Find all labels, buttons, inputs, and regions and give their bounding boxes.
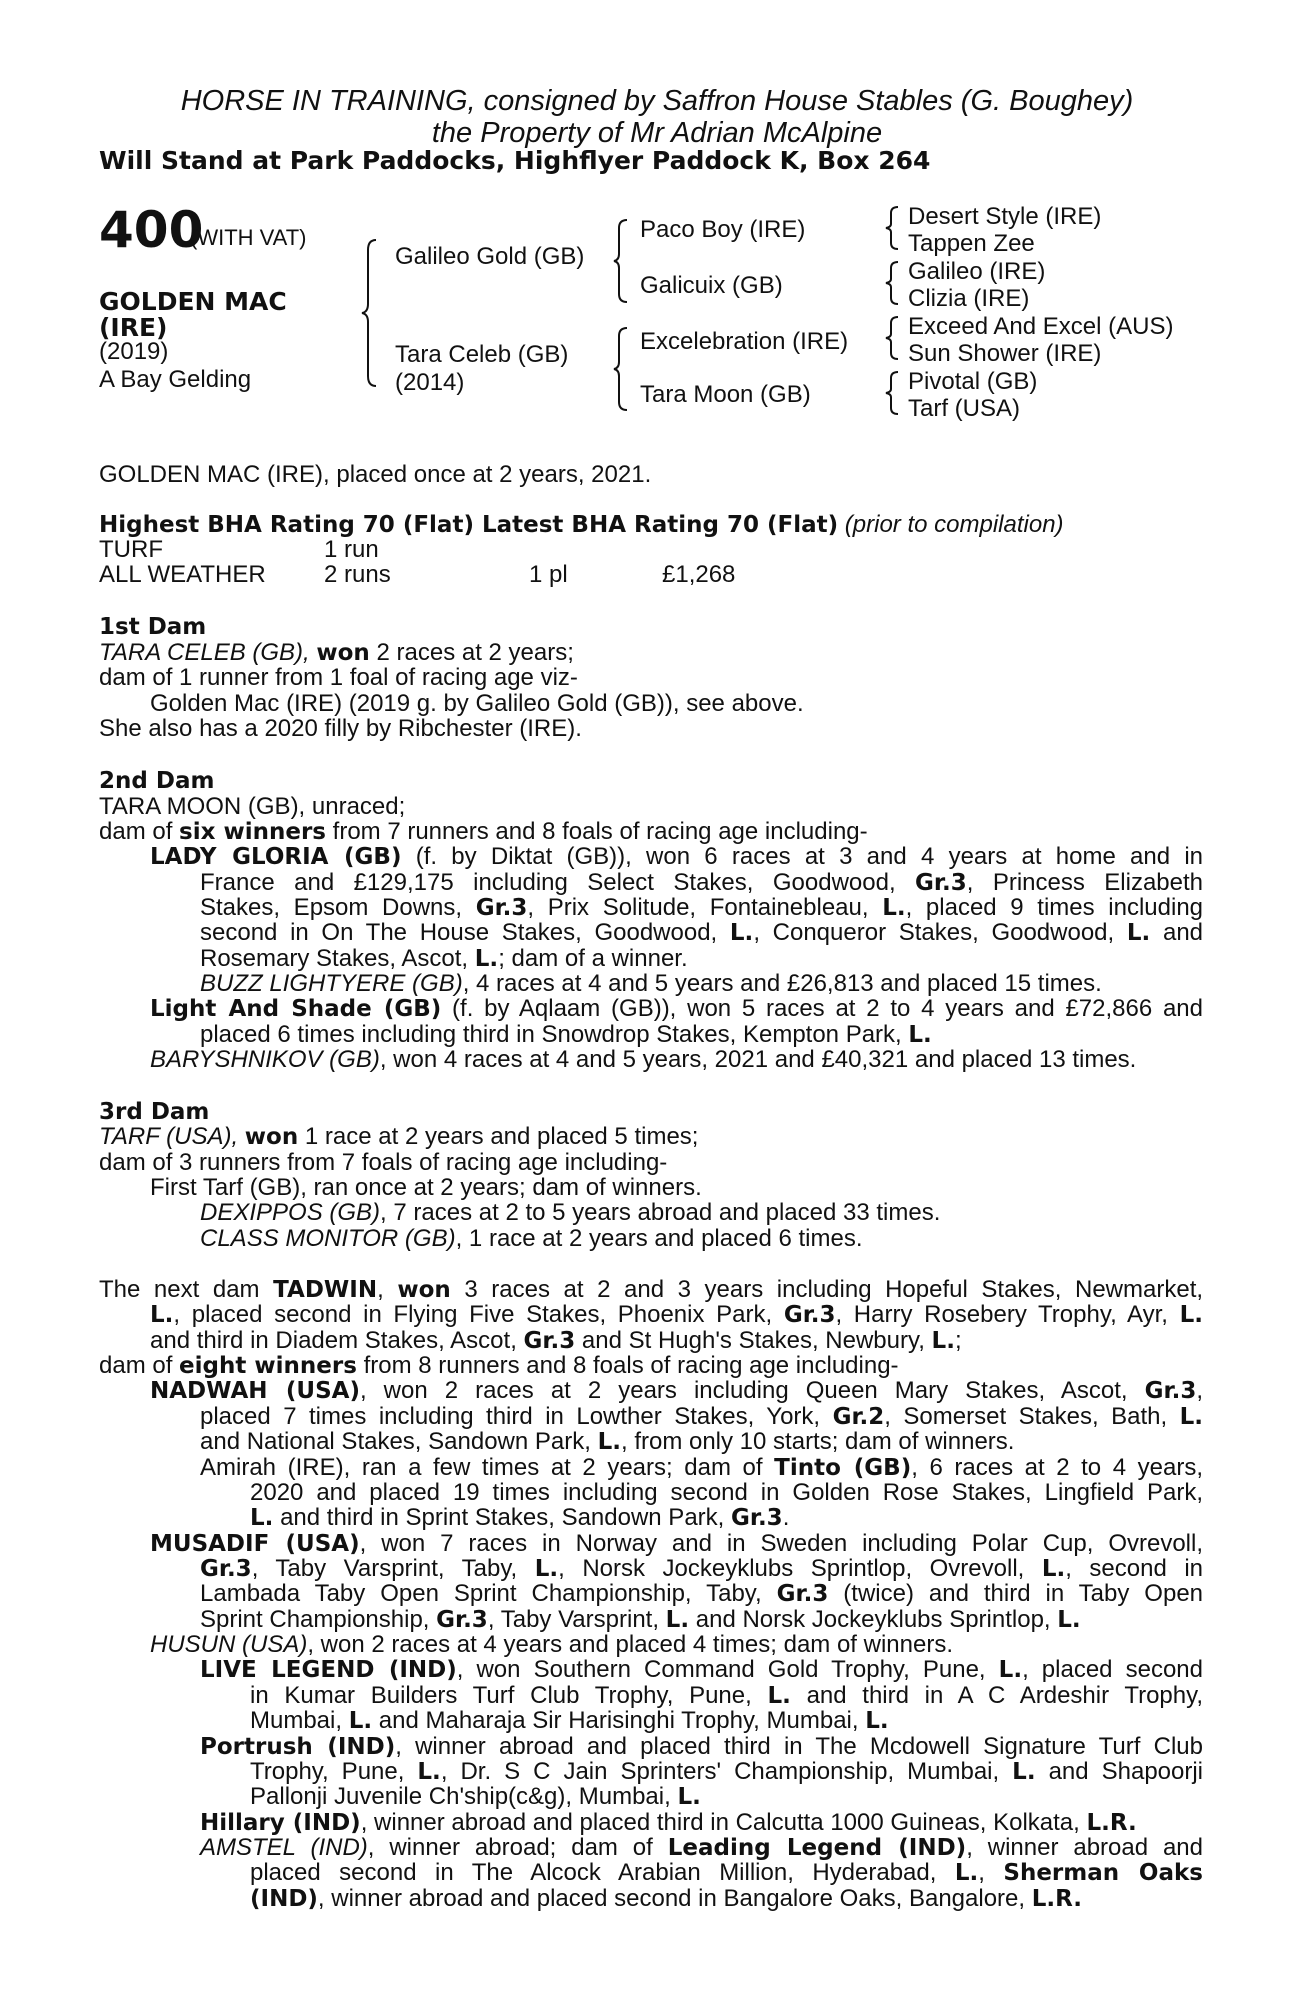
second-dam-produce: dam of six winners from 7 runners and 8 foals of racing age including- <box>99 818 868 845</box>
first-dam-line: TARA CELEB (GB), won 2 races at 2 years; <box>99 639 574 666</box>
musadif: MUSADIF (USA), won 7 races in Norway and in Sweden including Polar Cup, Ovrevoll, <box>150 1530 1203 1557</box>
aw-label: ALL WEATHER <box>99 561 266 588</box>
ssd: Tappen Zee <box>908 230 1035 257</box>
light-and-shade-2: placed 6 times including third in Snowdrop Stakes, Kempton Park, L. <box>200 1021 932 1048</box>
pedigree-brace <box>360 238 380 388</box>
lady-gloria-3: Stakes, Epsom Downs, Gr.3, Prix Solitude, Fontainebleau, L., placed 9 times including <box>200 894 1204 921</box>
amirah-2: 2020 and placed 19 times including second in Golden Rose Stakes, Lingfield Park, <box>250 1479 1203 1506</box>
amstel-3: (IND), winner abroad and placed second in Bangalore Oaks, Bangalore, L.R. <box>250 1885 1083 1912</box>
portrush: Portrush (IND), winner abroad and placed third in The Mcdowell Signature Turf Club <box>200 1733 1203 1760</box>
next-dam-3: and third in Diadem Stakes, Ascot, Gr.3 and St Hugh's Stakes, Newbury, L.; <box>150 1327 962 1354</box>
ddd: Tarf (USA) <box>908 395 1021 422</box>
amstel-2: placed second in The Alcock Arabian Million, Hyderabad, L., Sherman Oaks <box>250 1859 1203 1886</box>
nadwah-3: and National Stakes, Sandown Park, L., from only 10 starts; dam of winners. <box>200 1428 1015 1455</box>
class-monitor: CLASS MONITOR (GB), 1 race at 2 years and placed 6 times. <box>200 1225 863 1252</box>
first-dam-note: She also has a 2020 filly by Ribchester (IRE). <box>99 715 582 742</box>
owner-line: the Property of Mr Adrian McAlpine <box>431 117 883 149</box>
musadif-2: Gr.3, Taby Varsprint, Taby, L., Norsk Jockeyklubs Sprintlop, Ovrevoll, L., second in <box>200 1555 1204 1582</box>
portrush-2: Trophy, Pune, L., Dr. S C Jain Sprinters' Championship, Mumbai, L. and Shapoorji <box>250 1758 1204 1785</box>
baryshnikov: BARYSHNIKOV (GB), won 4 races at 4 and 5 years, 2021 and £40,321 and placed 13 times. <box>150 1046 1137 1073</box>
live-legend-3: Mumbai, L. and Maharaja Sir Harisinghi Trophy, Mumbai, L. <box>250 1707 889 1734</box>
horse-name: GOLDEN MAC <box>99 287 287 316</box>
next-dam-produce: dam of eight winners from 8 runners and 8 foals of racing age including- <box>99 1352 899 1379</box>
sire-dam: Galicuix (GB) <box>640 272 783 299</box>
dam-sire: Excelebration (IRE) <box>640 328 849 355</box>
lady-gloria-2: France and £129,175 including Select Stakes, Goodwood, Gr.3, Princess Elizabeth <box>200 869 1204 896</box>
produce-golden-mac: Golden Mac (IRE) (2019 g. by Galileo Gold (GB)), see above. <box>150 690 804 717</box>
first-dam-produce: dam of 1 runner from 1 foal of racing age viz- <box>99 664 578 691</box>
vat-note: (WITH VAT) <box>190 225 307 250</box>
sdd: Clizia (IRE) <box>908 285 1030 312</box>
nadwah-2: placed 7 times including third in Lowther Stakes, York, Gr.2, Somerset Stakes, Bath, L. <box>200 1403 1204 1430</box>
hillary: Hillary (IND), winner abroad and placed third in Calcutta 1000 Guineas, Kolkata, L.R. <box>200 1809 1137 1836</box>
dam-dam: Tara Moon (GB) <box>640 381 811 408</box>
husun: HUSUN (USA), won 2 races at 4 years and placed 4 times; dam of winners. <box>150 1631 953 1658</box>
third-dam-produce: dam of 3 runners from 7 foals of racing age including- <box>99 1149 668 1176</box>
musadif-4: Sprint Championship, Gr.3, Taby Varsprint, L. and Norsk Jockeyklubs Sprintlop, L. <box>200 1606 1081 1633</box>
amstel: AMSTEL (IND), winner abroad; dam of Leading Legend (IND), winner abroad and <box>200 1834 1203 1861</box>
turf-runs: 1 run <box>324 536 379 563</box>
sire-sire: Paco Boy (IRE) <box>640 216 806 243</box>
lot-number: 400 <box>99 201 204 259</box>
next-dam-2: L., placed second in Flying Five Stakes, Phoenix Park, Gr.3, Harry Rosebery Trophy, Ayr, L. <box>150 1301 1204 1328</box>
dds: Pivotal (GB) <box>908 368 1038 395</box>
buzz-lightyere: BUZZ LIGHTYERE (GB), 4 races at 4 and 5 years and £26,813 and placed 15 times. <box>200 970 1102 997</box>
live-legend-2: in Kumar Builders Turf Club Trophy, Pune, L. and third in A C Ardeshir Trophy, <box>250 1682 1204 1709</box>
amirah: Amirah (IRE), ran a few times at 2 years; dam of Tinto (GB), 6 races at 2 to 4 years, <box>200 1454 1204 1481</box>
ss-brace <box>884 205 900 251</box>
sire: Galileo Gold (GB) <box>395 243 585 270</box>
aw-runs: 2 runs <box>324 561 391 588</box>
horse-name-suffix: (IRE) <box>99 313 168 342</box>
turf-label: TURF <box>99 536 163 563</box>
rating-line: Highest BHA Rating 70 (Flat) Latest BHA Rating 70 (Flat) (prior to compilation) <box>99 511 1064 538</box>
dd-brace <box>884 370 900 416</box>
live-legend: LIVE LEGEND (IND), won Southern Command Gold Trophy, Pune, L., placed second <box>200 1656 1203 1683</box>
second-dam-heading: 2nd Dam <box>99 768 215 794</box>
nadwah: NADWAH (USA), won 2 races at 2 years including Queen Mary Stakes, Ascot, Gr.3, <box>150 1377 1203 1404</box>
dam-brace <box>612 326 630 412</box>
lady-gloria-4: second in On The House Stakes, Goodwood, L., Conqueror Stakes, Goodwood, L. and <box>200 919 1204 946</box>
dam: Tara Celeb (GB) <box>395 341 569 368</box>
dsd: Sun Shower (IRE) <box>908 340 1102 367</box>
second-dam-line: TARA MOON (GB), unraced; <box>99 793 406 820</box>
amirah-3: L. and third in Sprint Stakes, Sandown Park, Gr.3. <box>250 1504 790 1531</box>
dss: Exceed And Excel (AUS) <box>908 313 1174 340</box>
portrush-3: Pallonji Juvenile Ch'ship(c&g), Mumbai, L. <box>250 1783 701 1810</box>
horse-description: A Bay Gelding <box>99 366 252 393</box>
first-dam-heading: 1st Dam <box>99 614 207 640</box>
first-tarf: First Tarf (GB), ran once at 2 years; dam of winners. <box>150 1174 702 1201</box>
light-and-shade: Light And Shade (GB) (f. by Aqlaam (GB)), won 5 races at 2 to 4 years and £72,866 and <box>150 995 1203 1022</box>
location-line: Will Stand at Park Paddocks, Highflyer Paddock K, Box 264 <box>99 146 931 175</box>
ds-brace <box>884 315 900 361</box>
sds: Galileo (IRE) <box>908 258 1046 285</box>
dexippos: DEXIPPOS (GB), 7 races at 2 to 5 years abroad and placed 33 times. <box>200 1199 941 1226</box>
sd-brace <box>884 260 900 306</box>
third-dam-line: TARF (USA), won 1 race at 2 years and placed 5 times; <box>99 1123 699 1150</box>
lady-gloria: LADY GLORIA (GB) (f. by Diktat (GB)), won 6 races at 3 and 4 years at home and in <box>150 843 1204 870</box>
musadif-3: Lambada Taby Open Sprint Championship, Taby, Gr.3 (twice) and third in Taby Open <box>200 1580 1204 1607</box>
next-dam-line: The next dam TADWIN, won 3 races at 2 and 3 years including Hopeful Stakes, Newmarket, <box>99 1276 1204 1303</box>
sire-brace <box>612 218 630 304</box>
sss: Desert Style (IRE) <box>908 203 1102 230</box>
third-dam-heading: 3rd Dam <box>99 1099 210 1125</box>
race-summary: GOLDEN MAC (IRE), placed once at 2 years, 2021. <box>99 461 652 488</box>
aw-prize: £1,268 <box>662 561 736 588</box>
lady-gloria-5: Rosemary Stakes, Ascot, L.; dam of a winner. <box>200 945 688 972</box>
horse-year: (2019) <box>99 338 169 365</box>
consignor-line: HORSE IN TRAINING, consigned by Saffron House Stables (G. Boughey) <box>180 85 1134 117</box>
aw-placed: 1 pl <box>529 561 568 588</box>
dam-year: (2014) <box>395 369 465 396</box>
